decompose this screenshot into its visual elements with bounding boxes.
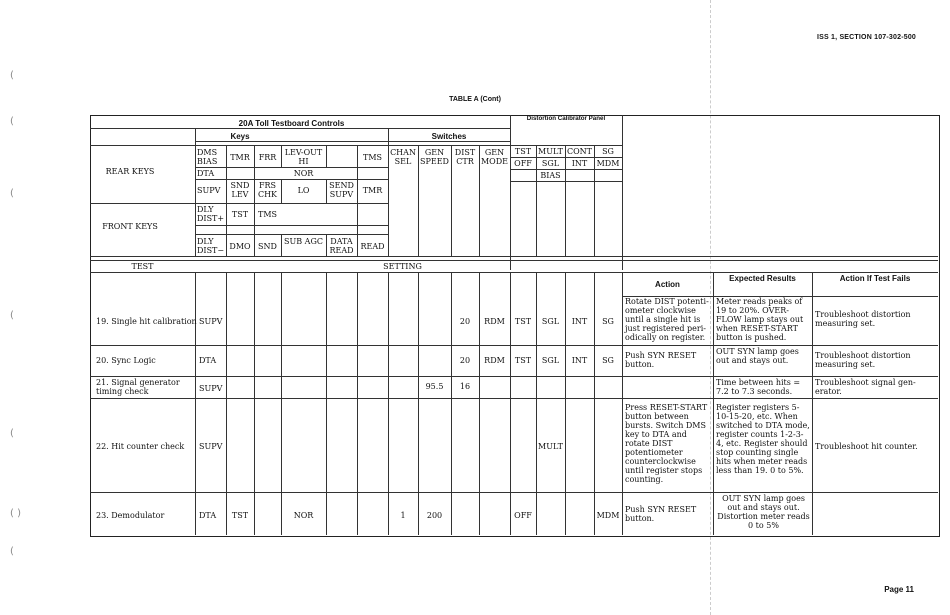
row21-dist: 16 [459, 382, 471, 391]
key-frr: FRR [258, 153, 277, 162]
row20-fail: Troubleshoot distortion measuring set. [815, 351, 911, 369]
dist-sgl: SGL [541, 159, 560, 168]
key-dly-dist-minus: DLY DIST− [197, 237, 225, 255]
row23-d4: MDM [596, 511, 620, 520]
row19-dist: 20 [459, 317, 471, 326]
action-if-header: Action If Test Fails [839, 274, 911, 283]
row23-key: DTA [199, 511, 217, 520]
row20-expected: OUT SYN lamp goes out and stays out. [716, 347, 799, 365]
expected-header: Expected Results [729, 274, 796, 283]
dist-sg: SG [602, 147, 614, 156]
row19-d1: TST [514, 317, 532, 326]
key-tms: TMS [362, 153, 382, 162]
row22-expected: Register registers 5-10-15-20, etc. When switched to DTA mode, register counts 1-2-3-4, etc. Register should stop counting single hits when meter reads less than 19. 0 to 5%. [716, 403, 810, 475]
row23-expected: OUT SYN lamp goes out and stays out. Distortion meter reads 0 to 5% [717, 494, 810, 530]
key-sub-agc: SUB AGC [284, 237, 323, 246]
row19-action: Rotate DIST potenti- ometer clockwise until a single hit is just registered peri- odically on register. [625, 297, 709, 342]
key-snd: SND [258, 242, 277, 251]
key-nor: NOR [293, 169, 314, 178]
key-supv: SUPV [197, 186, 221, 195]
row21-expected: Time between hits = 7.2 to 7.3 seconds. [716, 378, 801, 396]
row21-speed: 95.5 [425, 382, 444, 391]
test-21: 21. Signal generator timing check [96, 378, 180, 396]
row19-key: SUPV [199, 317, 223, 326]
row22-d2: MULT [538, 442, 563, 451]
switch-dist-ctr: DIST CTR [454, 148, 476, 166]
table-title: TABLE A (Cont) [449, 96, 501, 103]
row19-mode: RDM [484, 317, 505, 326]
row21-fail: Troubleshoot signal gen- erator. [815, 378, 916, 396]
key-dms-bias: DMS BIAS [197, 148, 218, 166]
key-tst: TST [231, 210, 249, 219]
row20-action: Push SYN RESET button. [625, 351, 697, 369]
page-header: ISS 1, SECTION 107-302-500 [817, 34, 916, 41]
margin-mark: ( [10, 70, 14, 81]
row19-d4: SG [602, 317, 614, 326]
dist-mult: MULT [538, 147, 563, 156]
dist-off: OFF [514, 159, 532, 168]
keys-header: Keys [230, 132, 250, 141]
row23-action: Push SYN RESET button. [625, 505, 697, 523]
row19-d3: INT [571, 317, 588, 326]
key-snd-lev: SND LEV [230, 181, 250, 199]
row20-mode: RDM [484, 356, 505, 365]
switch-gen-speed: GEN SPEED [420, 148, 449, 166]
row22-action: Press RESET-START button between bursts. Switch DMS key to DTA and rotate DIST potentiometer counterclockwise until register stops counting. [625, 403, 708, 484]
margin-mark: ( ) [10, 508, 21, 519]
test-22: 22. Hit counter check [96, 442, 185, 451]
key-tmr: TMR [230, 153, 250, 162]
row23-d1: OFF [514, 511, 532, 520]
dist-cont: CONT [566, 147, 592, 156]
margin-mark: ( [10, 310, 14, 321]
key-dmo: DMO [229, 242, 251, 251]
switches-header: Switches [431, 132, 467, 141]
key-send-supv: SEND SUPV [329, 181, 354, 199]
action-header: Action [655, 280, 680, 289]
key-dta: DTA [197, 169, 215, 178]
key-read: READ [360, 242, 385, 251]
key-lo: LO [297, 186, 310, 195]
dist-bias: BIAS [540, 171, 561, 180]
distortion-header: Distortion Calibrator Panel [526, 115, 606, 122]
margin-mark: ( [10, 428, 14, 439]
row22-key: SUPV [199, 442, 223, 451]
margin-mark: ( [10, 188, 14, 199]
rear-keys-label: REAR KEYS [105, 167, 155, 176]
test-19: 19. Single hit calibration [96, 317, 197, 326]
switch-chan-sel: CHAN SEL [390, 148, 416, 166]
row20-d3: INT [571, 356, 588, 365]
row19-fail: Troubleshoot distortion measuring set. [815, 310, 911, 328]
row23-speed: 200 [426, 511, 443, 520]
row20-dist: 20 [459, 356, 471, 365]
row23-chan: 1 [400, 511, 406, 520]
test-23: 23. Demodulator [96, 511, 165, 520]
dist-int: INT [571, 159, 588, 168]
key-lev-out-hi: LEV-OUT HI [284, 148, 323, 166]
margin-mark: ( [10, 116, 14, 127]
margin-mark: ( [10, 546, 14, 557]
key-dly-dist-plus: DLY DIST+ [197, 205, 225, 223]
page-number: Page 11 [884, 585, 914, 594]
dist-mdm: MDM [596, 159, 620, 168]
switch-gen-mode: GEN MODE [480, 148, 508, 166]
row19-expected: Meter reads peaks of 19 to 20%. OVER- FLOW lamp stays out when RESET-START button is pushed. [716, 297, 804, 342]
test-label: TEST [131, 262, 154, 271]
dist-tst: TST [514, 147, 532, 156]
row19-d2: SGL [541, 317, 560, 326]
row23-key2: TST [231, 511, 249, 520]
key-frs-chk: FRS CHK [257, 181, 278, 199]
row20-d2: SGL [541, 356, 560, 365]
key-data-read: DATA READ [329, 237, 354, 255]
row20-d4: SG [602, 356, 614, 365]
key-tms-2: TMS [257, 210, 277, 219]
row23-key4: NOR [293, 511, 314, 520]
row21-key: SUPV [199, 384, 223, 393]
key-tmr-2: TMR [362, 186, 383, 195]
setting-label: SETTING [383, 262, 422, 271]
row20-key: DTA [199, 356, 217, 365]
front-keys-label: FRONT KEYS [102, 222, 158, 231]
test-20: 20. Sync Logic [96, 356, 156, 365]
row20-d1: TST [514, 356, 532, 365]
testboard-header: 20A Toll Testboard Controls [238, 119, 345, 128]
row22-fail: Troubleshoot hit counter. [815, 442, 918, 451]
